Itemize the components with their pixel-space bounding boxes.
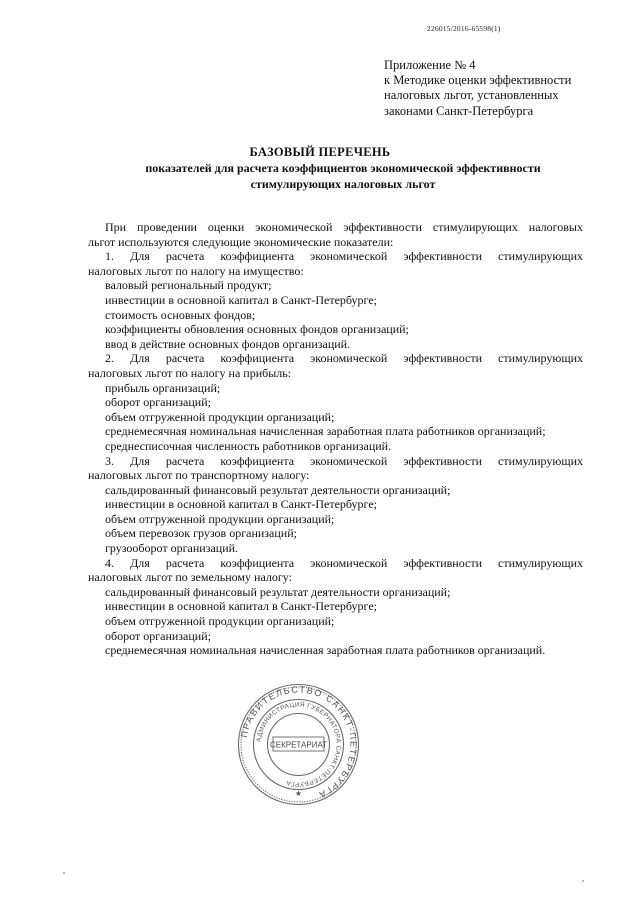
section-heading: 4. Для расчета коэффициента экономической эффективности стимулирующих — [105, 555, 583, 570]
document-title: БАЗОВЫЙ ПЕРЕЧЕНЬ — [249, 145, 391, 159]
appendix-line: к Методике оценки эффективности — [384, 73, 572, 88]
indicator-item: оборот организаций; — [105, 395, 211, 410]
indicator-item: объем отгруженной продукции организаций; — [105, 409, 335, 424]
seal-center-text: СЕКРЕТАРИАТ — [269, 740, 328, 750]
section-2 — [88, 351, 583, 453]
section-1 — [88, 249, 583, 351]
document-body — [88, 220, 583, 658]
indicator-item: инвестиции в основной капитал в Санкт-Петербурге; — [105, 599, 377, 614]
indicator-item: объем перевозок грузов организаций; — [105, 526, 297, 541]
indicator-item: объем отгруженной продукции организаций; — [105, 614, 335, 629]
section-heading-cont: налоговых льгот по налогу на прибыль: — [88, 365, 292, 380]
section-3 — [88, 454, 583, 556]
indicator-item: стоимость основных фондов; — [105, 307, 256, 322]
seal-star-icon: ★ — [294, 789, 303, 798]
indicator-item: грузооборот организаций. — [105, 541, 239, 556]
seal-inner-text: АДМИНИСТРАЦИЯ ГУБЕРНАТОРА САНКТ-ПЕТЕРБУРГА — [255, 701, 342, 788]
document-subtitle-line: стимулирующих налоговых льгот — [250, 177, 436, 191]
section-heading-cont: налоговых льгот по налогу на имущество: — [88, 263, 304, 278]
indicator-item: коэффициенты обновления основных фондов организаций; — [105, 322, 409, 337]
indicator-item: среднесписочная численность работников организаций. — [105, 438, 392, 453]
indicator-item: прибыль организаций; — [105, 380, 221, 395]
indicator-item: валовый региональный продукт; — [105, 278, 272, 293]
indicator-item: сальдированный финансовый результат деятельности организаций; — [105, 482, 451, 497]
indicator-item: ввод в действие основных фондов организаций. — [105, 336, 351, 351]
indicator-item: инвестиции в основной капитал в Санкт-Петербурге; — [105, 292, 377, 307]
appendix-line: Приложение № 4 — [384, 58, 476, 72]
section-heading: 3. Для расчета коэффициента экономической эффективности стимулирующих — [105, 453, 583, 468]
section-heading: 1. Для расчета коэффициента экономической эффективности стимулирующих — [105, 249, 583, 264]
intro-line: льгот используются следующие экономические показатели: — [88, 234, 394, 249]
indicator-item: оборот организаций; — [105, 628, 211, 643]
section-4 — [88, 556, 583, 658]
document-subtitle-line: показателей для расчета коэффициентов экономической эффективности — [145, 161, 541, 175]
appendix-header — [384, 58, 571, 119]
scan-speck — [582, 880, 584, 882]
appendix-line: законами Санкт-Петербурга — [384, 103, 534, 118]
appendix-line: налоговых льгот, установленных — [384, 88, 559, 103]
section-heading-cont: налоговых льгот по земельному налогу: — [88, 570, 292, 585]
indicator-item: объем отгруженной продукции организаций; — [105, 511, 335, 526]
official-seal-stamp — [237, 683, 360, 806]
indicator-item: среднемесячная номинальная начисленная заработная плата работников организаций; — [105, 424, 546, 439]
document-number: 226015/2016-65598(1) — [427, 24, 501, 33]
intro-line: При проведении оценки экономической эффективности стимулирующих налоговых — [105, 220, 583, 234]
indicator-item: инвестиции в основной капитал в Санкт-Петербурге; — [105, 497, 377, 512]
scan-speck — [63, 872, 65, 874]
section-heading-cont: налоговых льгот по транспортному налогу: — [88, 468, 310, 483]
section-heading: 2. Для расчета коэффициента экономической эффективности стимулирующих — [105, 351, 583, 366]
indicator-item: среднемесячная номинальная начисленная заработная плата работников организаций. — [105, 643, 546, 658]
seal-outer-text: ПРАВИТЕЛЬСТВО САНКТ-ПЕТЕРБУРГА — [238, 684, 359, 801]
indicator-item: сальдированный финансовый результат деятельности организаций; — [105, 584, 451, 599]
